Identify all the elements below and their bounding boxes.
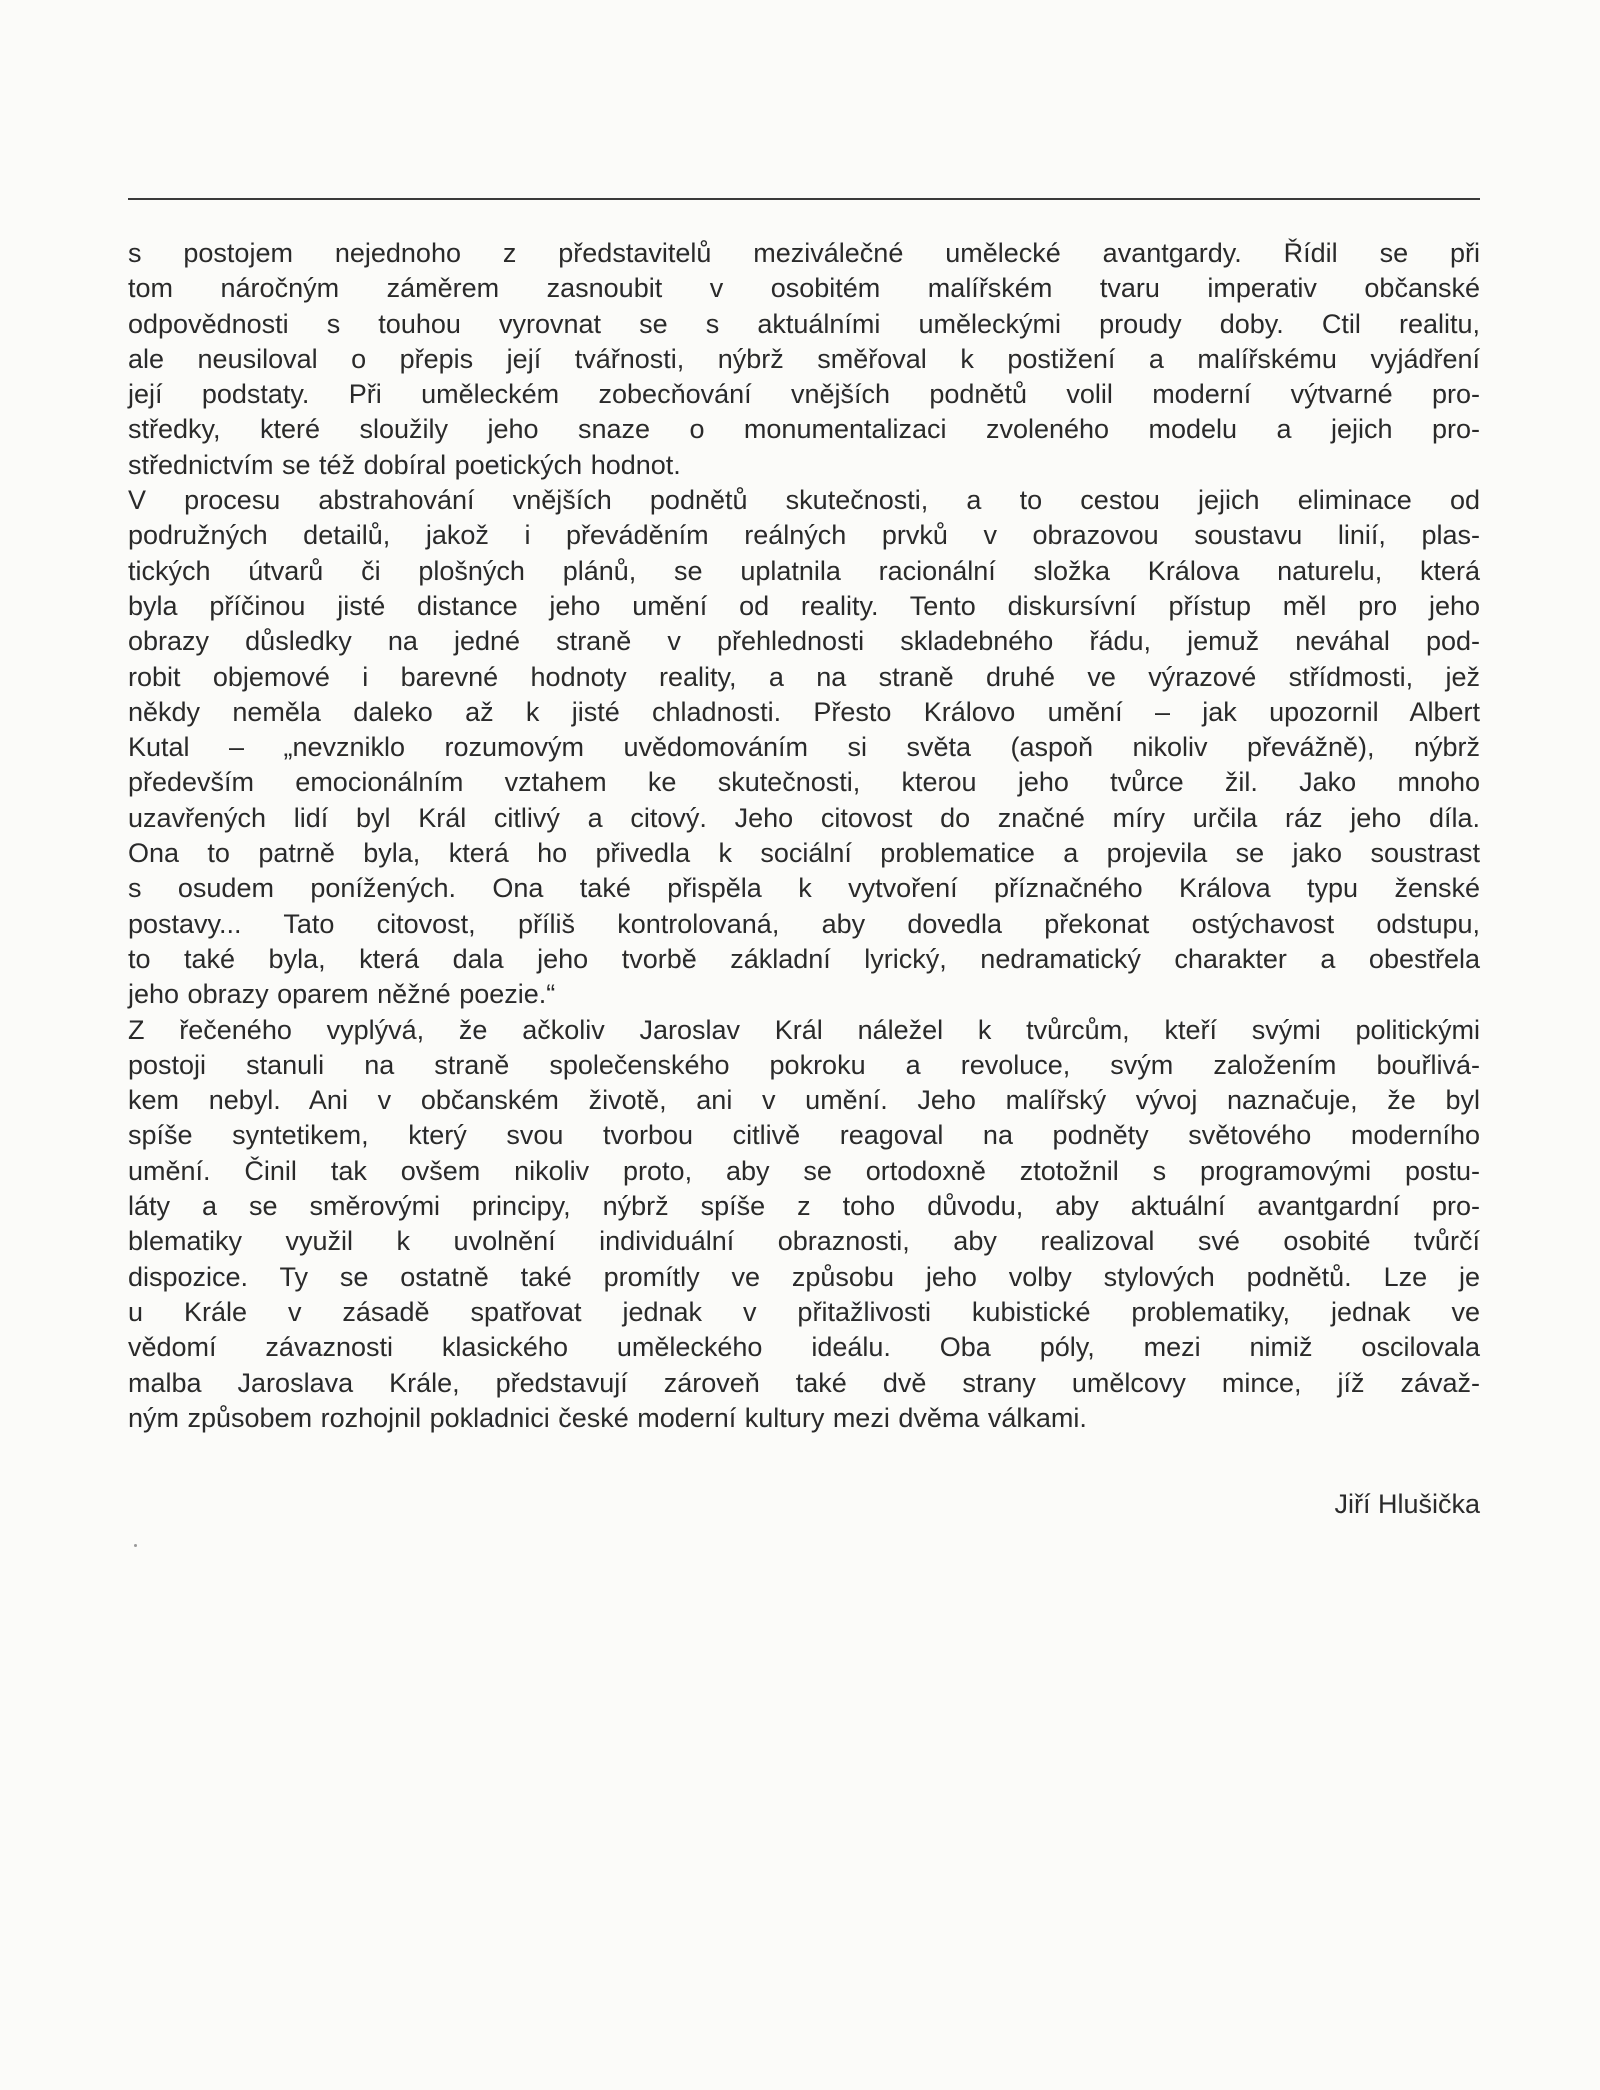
text-line: tických útvarů či plošných plánů, se uplatnila racionální složka Králova naturelu, která — [128, 555, 1480, 586]
text-line: s postojem nejednoho z představitelů meziválečné umělecké avantgardy. Řídil se při — [128, 238, 1480, 268]
paper-speck — [134, 1544, 137, 1547]
text-line: obrazy důsledky na jedné straně v přehlednosti skladebného řádu, jemuž neváhal pod- — [128, 626, 1480, 657]
paragraph-3 — [128, 1013, 1480, 1437]
text-line: odpovědnosti s touhou vyrovnat se s aktuálními uměleckými proudy doby. Ctil realitu, — [128, 308, 1480, 339]
text-line: ale neusiloval o přepis její tvářnosti, nýbrž směřoval k postižení a malířskému vyjádření — [128, 343, 1480, 374]
text-line: kem nebyl. Ani v občanském životě, ani v umění. Jeho malířský vývoj naznačuje, že byl — [128, 1085, 1480, 1116]
text-line: postoji stanuli na straně společenského pokroku a revoluce, svým založením bouřlivá- — [128, 1049, 1480, 1080]
text-line: Z řečeného vyplývá, že ačkoliv Jaroslav Král náležel k tvůrcům, kteří svými politickými — [128, 1014, 1480, 1045]
text-line: tom náročným záměrem zasnoubit v osobitém malířském tvaru imperativ občanské — [128, 273, 1480, 304]
text-line: robit objemové i barevné hodnoty reality, a na straně druhé ve výrazové střídmosti, jež — [128, 661, 1480, 692]
paragraph-1 — [128, 236, 1480, 483]
text-line: střednictvím se též dobíral poetických hodnot. — [128, 449, 681, 480]
article-body — [128, 236, 1480, 1436]
text-line: spíše syntetikem, který svou tvorbou citlivě reagoval na podněty světového moderního — [128, 1120, 1480, 1151]
text-line: to také byla, která dala jeho tvorbě základní lyrický, nedramatický charakter a obestřela — [128, 943, 1480, 974]
text-line: její podstaty. Při uměleckém zobecňování vnějších podnětů volil moderní výtvarné pro- — [128, 379, 1480, 410]
author-signature: Jiří Hlušička — [1334, 1489, 1480, 1519]
text-line: malba Jaroslava Krále, představují zároveň také dvě strany umělcovy mince, jíž závaž- — [128, 1367, 1480, 1398]
text-line: především emocionálním vztahem ke skutečnosti, kterou jeho tvůrce žil. Jako mnoho — [128, 767, 1480, 798]
text-line: středky, které sloužily jeho snaze o monumentalizaci zvoleného modelu a jejich pro- — [128, 414, 1480, 445]
text-line: dispozice. Ty se ostatně také promítly ve způsobu jeho volby stylových podnětů. Lze je — [128, 1261, 1480, 1292]
text-line: Kutal – „nevzniklo rozumovým uvědomováním si světa (aspoň nikoliv převážně), nýbrž — [128, 732, 1480, 763]
text-line: vědomí závaznosti klasického uměleckého ideálu. Oba póly, mezi nimiž oscilovala — [128, 1332, 1480, 1363]
text-line: uzavřených lidí byl Král citlivý a citový. Jeho citovost do značné míry určila ráz jeho díla. — [128, 802, 1480, 833]
text-line: postavy... Tato citovost, příliš kontrolovaná, aby dovedla překonat ostýchavost odstupu, — [128, 908, 1480, 939]
text-line: láty a se směrovými principy, nýbrž spíše z toho důvodu, aby aktuální avantgardní pro- — [128, 1191, 1480, 1222]
text-line: u Krále v zásadě spatřovat jednak v přitažlivosti kubistické problematiky, jednak ve — [128, 1296, 1480, 1327]
text-line: blematiky využil k uvolnění individuální obraznosti, aby realizoval své osobité tvůrčí — [128, 1226, 1480, 1257]
text-line: ným způsobem rozhojnil pokladnici české moderní kultury mezi dvěma válkami. — [128, 1402, 1087, 1433]
text-line: jeho obrazy oparem něžné poezie.“ — [128, 979, 556, 1010]
text-line: Ona to patrně byla, která ho přivedla k sociální problematice a projevila se jako soustrast — [128, 838, 1480, 869]
header-rule — [128, 198, 1480, 200]
text-line: V procesu abstrahování vnějších podnětů skutečnosti, a to cestou jejich eliminace od — [128, 485, 1480, 516]
text-line: umění. Činil tak ovšem nikoliv proto, aby se ortodoxně ztotožnil s programovými postu- — [128, 1155, 1480, 1186]
text-line: někdy neměla daleko až k jisté chladnosti. Přesto Královo umění – jak upozornil Albert — [128, 696, 1480, 727]
text-line: podružných detailů, jakož i převáděním reálných prvků v obrazovou soustavu linií, plas- — [128, 520, 1480, 551]
text-line: byla příčinou jisté distance jeho umění od reality. Tento diskursívní přístup měl pro jeho — [128, 590, 1480, 621]
text-line: s osudem ponížených. Ona také přispěla k vytvoření příznačného Králova typu ženské — [128, 873, 1480, 904]
paragraph-2 — [128, 483, 1480, 1012]
